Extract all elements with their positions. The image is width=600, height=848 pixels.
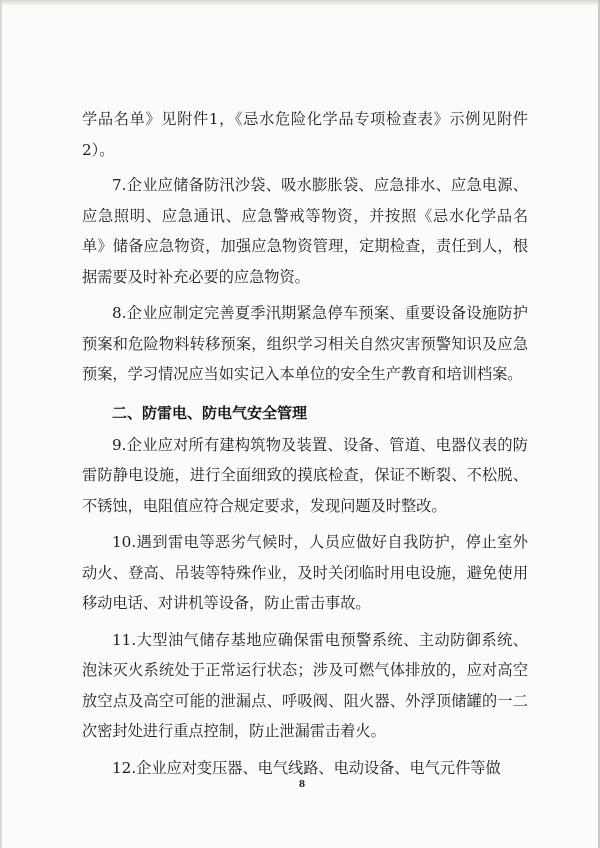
document-body (82, 104, 528, 783)
item-11-paragraph: 11.大型油气储存基地应确保雷电预警系统、主动防御系统、泡沫灭火系统处于正常运行状态；涉及可燃气体排放的，应对高空放空点及高空可能的泄漏点、呼吸阀、阻火器、外浮顶储罐的一二次密封处进行重点控制，防止泄漏雷击着火。 (82, 630, 528, 740)
page-number: 8 (298, 780, 306, 790)
continuation-paragraph: 学品名单》见附件1，《忌水危险化学品专项检查表》示例见附件2）。 (82, 110, 528, 159)
item-9-paragraph: 9.企业应对所有建构筑物及装置、设备、管道、电器仪表的防雷防静电设施，进行全面细致的摸底检查，保证不断裂、不松脱、不锈蚀，电阻值应符合规定要求，发现问题及时整改。 (82, 435, 528, 515)
item-10-paragraph: 10.遇到雷电等恶劣气候时，人员应做好自我防护，停止室外动火、登高、吊装等特殊作业，及时关闭临时用电设施，避免使用移动电话、对讲机等设备，防止雷击事故。 (82, 533, 528, 612)
scan-edge (2, 0, 600, 6)
item-8-paragraph: 8.企业应制定完善夏季汛期紧急停车预案、重要设备设施防护预案和危险物料转移预案，组织学习相关自然灾害预警知识及应急预案，学习情况应当如实记入本单位的安全生产教育和培训档案。 (82, 304, 528, 383)
item-7-paragraph: 7.企业应储备防汛沙袋、吸水膨胀袋、应急排水、应急电源、应急照明、应急通讯、应急警戒等物资，并按照《忌水化学品名单》储备应急物资，加强应急物资管理，定期检查，责任到人，根据需要及时补充必要的应急物资。 (82, 176, 528, 286)
section-2-heading: 二、防雷电、防电气安全管理 (112, 403, 308, 422)
item-12-paragraph: 12.企业应对变压器、电气线路、电动设备、电气元件等做 (112, 758, 501, 777)
